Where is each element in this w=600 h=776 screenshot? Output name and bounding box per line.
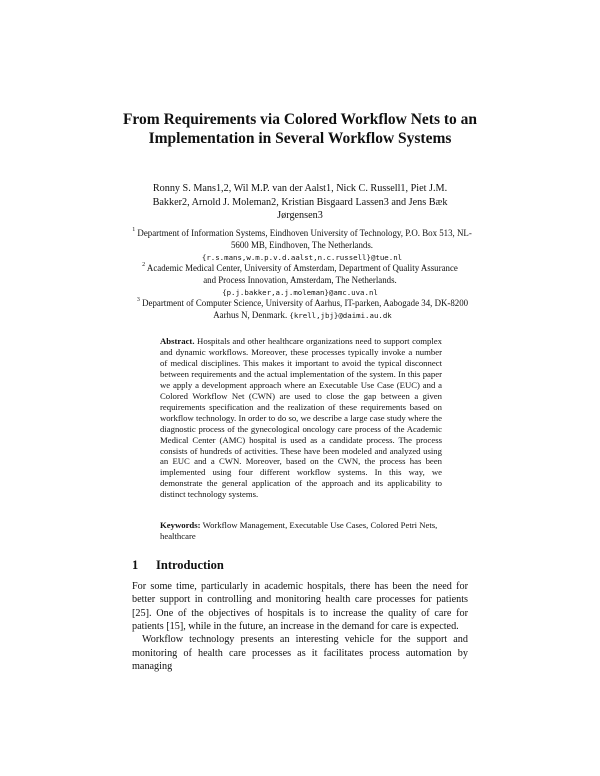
intro-paragraph-1: For some time, particularly in academic hospitals, there has been the need for better support in controlling and monitoring health care processes for patients [25]. One of the objectives of hospitals is to increase the quality of care for patients [15], while in the future, an increase in the demand for care is expected.	[132, 581, 468, 633]
affiliation-2-text: Academic Medical Center, University of Amsterdam, Department of Quality Assurance and Process Innovation, Amsterdam, The Netherlands.	[146, 262, 458, 285]
section-heading-introduction	[132, 558, 224, 573]
section-title: Introduction	[156, 558, 224, 572]
section-number: 1	[132, 558, 139, 572]
keywords-text: Workflow Management, Executable Use Cases, Colored Petri Nets, healthcare	[160, 520, 438, 541]
paper-title: From Requirements via Colored Workflow Nets to an Implementation in Several Workflow Systems	[122, 111, 478, 147]
affiliation-1-text: Department of Information Systems, Eindhoven University of Technology, P.O. Box 513, NL-5600 MB, Eindhoven, The Netherlands.	[137, 227, 472, 250]
affiliation-2	[140, 261, 460, 298]
affiliation-3	[130, 296, 475, 322]
affiliation-3-text: Department of Computer Science, University of Aarhus, IT-parken, Aabogade 34, DK-8200 Aarhus N, Denmark.	[142, 297, 469, 320]
affiliation-3-mark: 3	[136, 297, 140, 303]
affiliation-1-mark: 1	[132, 227, 136, 233]
affiliation-2-email: {p.j.bakker,a.j.moleman}@amc.uva.nl	[222, 287, 378, 297]
affiliation-1	[132, 226, 472, 263]
keywords	[160, 520, 442, 542]
affiliation-2-mark: 2	[142, 262, 146, 268]
author-list: Ronny S. Mans1,2, Wil M.P. van der Aalst1, Nick C. Russell1, Piet J.M. Bakker2, Arnold J. Moleman2, Kristian Bisgaard Lassen3 and Jens Bæk Jørgensen3	[152, 183, 448, 221]
abstract-text: Hospitals and other healthcare organizations need to support complex and dynamic workflows. Moreover, these processes typically invoke a number of medical disciplines. This makes it important to avoid the typical disconnect between requirements and the actual implementation of the system. In this paper we apply a development approach where an Executable Use Case (EUC) and a Colored Workflow Net (CWN) are used to close the gap between a given requirements specification and the realization of these requirements based on workflow technology. In order to do so, we describe a large case study where the diagnostic process of the gynecological oncology care process of the Academic Medical Center (AMC) hospital is used as a candidate process. The process consists of hundreds of activities. These have been modeled and analyzed using an EUC and a CWN. Moreover, based on the CWN, the process has been implemented using four different workflow systems. In this way, we demonstrate the general application of the approach and its applicability to distinct technology systems.	[160, 336, 443, 500]
intro-paragraph-2: Workflow technology presents an interesting vehicle for the support and monitoring of health care processes as it facilitates process automation by managing	[132, 634, 468, 673]
introduction-body	[132, 580, 468, 673]
abstract-label: Abstract.	[160, 336, 195, 346]
affiliation-3-email: {krell,jbj}@daimi.au.dk	[289, 310, 392, 320]
abstract	[160, 336, 442, 500]
keywords-label: Keywords:	[160, 520, 201, 530]
affiliation-1-email: {r.s.mans,w.m.p.v.d.aalst,n.c.russell}@tue.nl	[201, 252, 403, 262]
